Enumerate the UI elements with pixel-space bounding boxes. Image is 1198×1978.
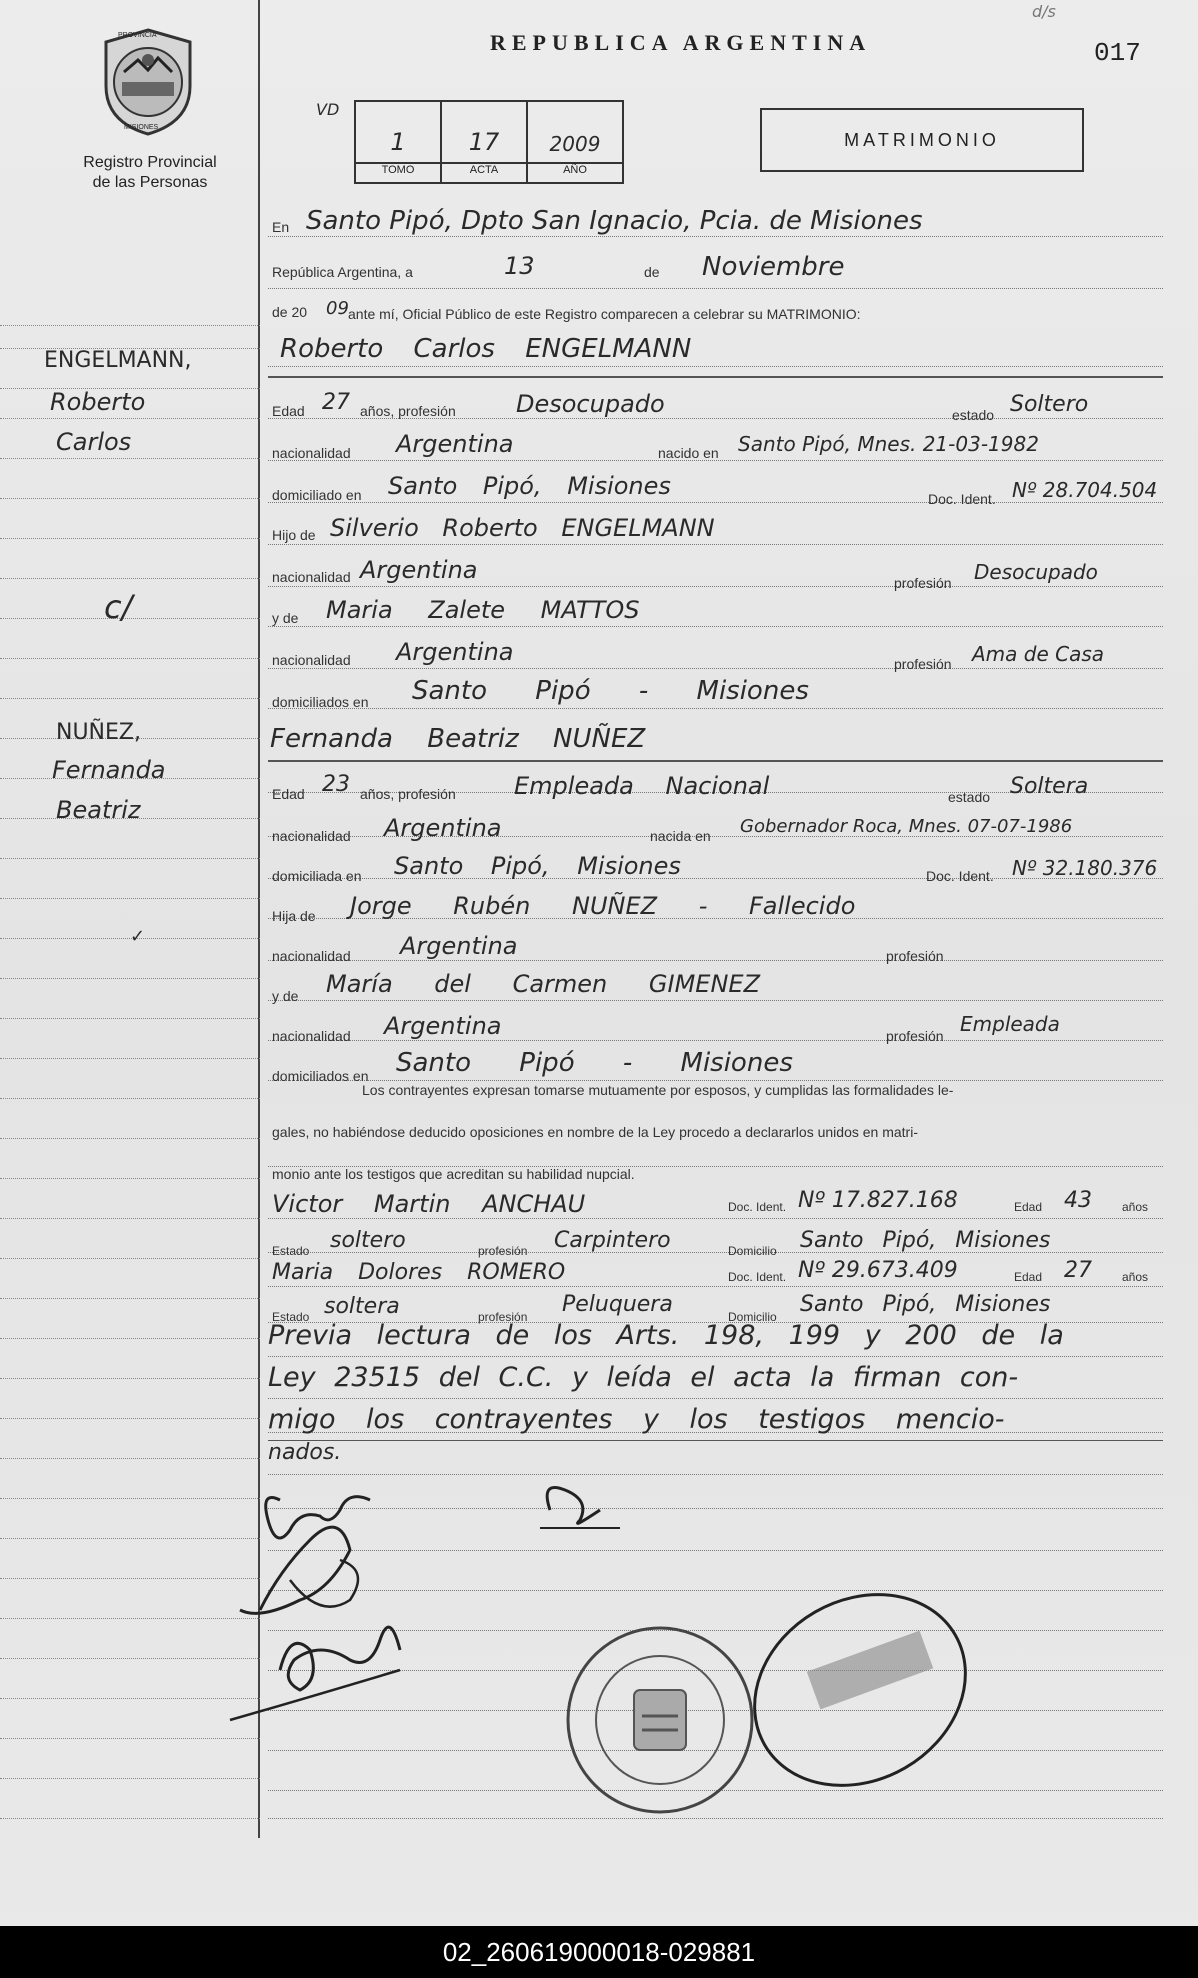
margin-rule: [0, 325, 260, 326]
label-hija: Hija de: [272, 908, 316, 924]
note-line1: Previa lectura de los Arts. 198, 199 y 200 de la: [268, 1320, 1064, 1351]
form-rule: [268, 366, 1163, 367]
margin-groom-name1: Roberto: [50, 388, 146, 416]
corner-mark: d/s: [1032, 2, 1056, 21]
act-day: 13: [504, 252, 535, 280]
bride-status: Soltera: [1010, 774, 1089, 799]
margin-groom-name2: Carlos: [56, 428, 132, 456]
tomo-value: 1: [390, 128, 406, 156]
label-de20: de 20: [272, 304, 308, 320]
note-line3: migo los contrayentes y los testigos mencio-: [268, 1404, 1005, 1435]
label-ante: ante mí, Oficial Público de este Registro comparecen a celebrar su MATRIMONIO:: [348, 306, 861, 322]
groom-father-nationality: Argentina: [360, 556, 478, 584]
label-prof-bfather: profesión: [886, 948, 944, 964]
groom-father-profession: Desocupado: [974, 560, 1098, 584]
witness2-name: Maria Dolores ROMERO: [272, 1260, 566, 1285]
label-edad-w1: Edad: [1014, 1200, 1043, 1214]
legal-text-line2: gales, no habiéndose deducido oposiciones en nombre de la Ley procedo a declararlos unidos en matri-: [272, 1124, 918, 1140]
legal-text-line1: Los contrayentes expresan tomarse mutuamente por esposos, y cumplidas las formalidades le-: [362, 1082, 954, 1098]
margin-rule: [0, 1378, 260, 1379]
form-rule: [268, 1286, 1163, 1287]
label-nacido: nacido en: [658, 445, 719, 461]
witness2-domicile: Santo Pipó, Misiones: [800, 1292, 1051, 1317]
label-doc-w1: Doc. Ident.: [728, 1200, 787, 1214]
margin-rule: [0, 538, 260, 539]
groom-mother-nationality: Argentina: [396, 638, 514, 666]
groom-mother-profession: Ama de Casa: [972, 642, 1105, 666]
barcode-footer: 02_260619000018-029881: [0, 1926, 1198, 1978]
margin-rule: [0, 418, 260, 419]
label-prof-w1: profesión: [478, 1244, 528, 1258]
margin-rule: [0, 898, 260, 899]
act-year-suffix: 09: [326, 298, 349, 319]
margin-bride-name2: Beatriz: [56, 796, 141, 824]
margin-rule: [0, 1418, 260, 1419]
groom-names: Roberto Carlos ENGELMANN: [280, 334, 692, 364]
tomo-label: TOMO: [381, 164, 415, 176]
margin-rule: [0, 498, 260, 499]
record-type-label: MATRIMONIO: [844, 130, 1000, 150]
margin-groom-surname: ENGELMANN,: [44, 348, 192, 373]
label-nac-gmother: nacionalidad: [272, 652, 351, 668]
groom-nationality: Argentina: [396, 430, 514, 458]
margin-connector: c/: [104, 588, 133, 626]
label-prof-gfather: profesión: [894, 575, 952, 591]
form-rule: [268, 626, 1163, 627]
label-anos-w2: años: [1122, 1270, 1149, 1284]
bride-age: 23: [322, 772, 350, 797]
form-rule: [268, 668, 1163, 669]
label-nac-bride: nacionalidad: [272, 828, 351, 844]
label-doms-groom: domiciliados en: [272, 694, 369, 710]
acta-label: ACTA: [469, 164, 499, 176]
label-prof-w2: profesión: [478, 1310, 528, 1324]
label-yde-gmother: y de: [272, 610, 299, 626]
label-estado-w2: Estado: [272, 1310, 310, 1324]
registry-name-line1: Registro Provincial: [83, 154, 217, 171]
bride-birth: Gobernador Roca, Mnes. 07-07-1986: [740, 816, 1073, 837]
label-en: En: [272, 219, 290, 235]
label-nac-bmother: nacionalidad: [272, 1028, 351, 1044]
act-place: Santo Pipó, Dpto San Ignacio, Pcia. de Misiones: [306, 206, 923, 236]
margin-check: ✓: [130, 926, 146, 947]
margin-rule: [0, 578, 260, 579]
margin-rule: [0, 978, 260, 979]
margin-rule: [0, 1218, 260, 1219]
label-nacida: nacida en: [650, 828, 711, 844]
label-domicilio-w1: Domicilio: [728, 1244, 777, 1258]
groom-parents-domicile: Santo Pipó - Misiones: [412, 676, 809, 706]
margin-rule: [0, 1058, 260, 1059]
bride-mother-profession: Empleada: [960, 1012, 1060, 1036]
groom-doc: Nº 28.704.504: [1012, 478, 1158, 502]
label-dom-bride: domiciliada en: [272, 868, 362, 884]
ano-value: 2009: [549, 132, 601, 156]
margin-rule: [0, 1178, 260, 1179]
label-prof-gmother: profesión: [894, 656, 952, 672]
margin-rule: [0, 1738, 260, 1739]
legal-text-line3: monio ante los testigos que acreditan su habilidad nupcial.: [272, 1166, 635, 1182]
label-doc-bride: Doc. Ident.: [926, 868, 994, 884]
seal-text-top: PROVINCIA: [118, 32, 157, 39]
groom-age: 27: [322, 390, 350, 415]
provincial-seal-logo: [98, 26, 198, 138]
margin-rule: [0, 1018, 260, 1019]
margin-rule: [0, 1778, 260, 1779]
ano-label: AÑO: [563, 164, 587, 176]
form-rule: [268, 960, 1163, 961]
groom-domicile: Santo Pipó, Misiones: [388, 472, 671, 500]
margin-rule: [0, 658, 260, 659]
form-rule: [268, 544, 1163, 545]
label-edad-bride: Edad: [272, 786, 305, 802]
label-edad-w2: Edad: [1014, 1270, 1043, 1284]
registry-name-line2: de las Personas: [92, 174, 208, 191]
form-rule: [268, 1000, 1163, 1001]
book-initial: VD: [316, 100, 340, 119]
witness1-name: Victor Martin ANCHAU: [272, 1190, 586, 1218]
label-republica: República Argentina, a: [272, 264, 413, 280]
margin-bride-surname: NUÑEZ,: [56, 720, 141, 745]
label-doms-bride: domiciliados en: [272, 1068, 369, 1084]
margin-rule: [0, 458, 260, 459]
act-month: Noviembre: [702, 252, 845, 282]
groom-birth: Santo Pipó, Mnes. 21-03-1982: [738, 432, 1039, 456]
label-anos-prof-bride: años, profesión: [360, 786, 456, 802]
form-rule: [268, 586, 1163, 587]
label-de: de: [644, 264, 660, 280]
form-rule: [268, 1080, 1163, 1081]
official-oval-stamp: [730, 1560, 990, 1820]
page-number: 017: [1094, 38, 1141, 68]
margin-rule: [0, 1818, 260, 1819]
label-estado-groom: estado: [952, 407, 995, 423]
seal-text-bottom: MISIONES: [124, 124, 159, 131]
bride-father-name: Jorge Rubén NUÑEZ - Fallecido: [350, 892, 856, 920]
groom-mother-name: Maria Zalete MATTOS: [326, 596, 640, 624]
witness2-doc: Nº 29.673.409: [798, 1258, 958, 1283]
form-rule: [268, 502, 1163, 503]
margin-bride-name1: Fernanda: [52, 756, 166, 784]
bride-names: Fernanda Beatriz NUÑEZ: [270, 724, 646, 754]
witness2-profession: Peluquera: [562, 1292, 673, 1317]
acta-value: 17: [468, 128, 500, 156]
margin-rule: [0, 1458, 260, 1459]
book-reference-table: [354, 100, 624, 184]
witness2-status: soltera: [324, 1294, 400, 1319]
label-nac-gfather: nacionalidad: [272, 569, 351, 585]
record-type-box: [760, 108, 1084, 172]
witness1-doc: Nº 17.827.168: [798, 1188, 958, 1213]
form-rule: [268, 1040, 1163, 1041]
form-rule: [268, 1356, 1163, 1357]
label-anos-prof-groom: años, profesión: [360, 403, 456, 419]
margin-rule: [0, 858, 260, 859]
country-heading: REPUBLICA ARGENTINA: [490, 30, 872, 55]
bride-profession: Empleada Nacional: [514, 772, 770, 800]
bride-mother-name: María del Carmen GIMENEZ: [326, 970, 761, 998]
witness1-profession: Carpintero: [554, 1228, 671, 1253]
label-nac-bfather: nacionalidad: [272, 948, 351, 964]
label-estado-bride: estado: [948, 789, 991, 805]
label-prof-bmother: profesión: [886, 1028, 944, 1044]
form-rule: [268, 236, 1163, 237]
margin-rule: [0, 1298, 260, 1299]
label-edad-groom: Edad: [272, 403, 305, 419]
bride-doc: Nº 32.180.376: [1012, 856, 1158, 880]
witness1-status: soltero: [330, 1228, 406, 1253]
margin-rule: [0, 1338, 260, 1339]
note-line4: nados.: [268, 1440, 342, 1465]
bride-father-nationality: Argentina: [400, 932, 518, 960]
label-hijo: Hijo de: [272, 527, 316, 543]
margin-rule: [0, 1098, 260, 1099]
bride-parents-domicile: Santo Pipó - Misiones: [396, 1048, 793, 1078]
witness1-age: 43: [1064, 1188, 1092, 1213]
form-rule: [268, 1218, 1163, 1219]
groom-profession: Desocupado: [516, 390, 665, 418]
form-rule: [268, 708, 1163, 709]
label-dom-groom: domiciliado en: [272, 487, 362, 503]
label-nac-groom: nacionalidad: [272, 445, 351, 461]
bride-nationality: Argentina: [384, 814, 502, 842]
form-rule: [268, 1398, 1163, 1399]
label-yde-bmother: y de: [272, 988, 299, 1004]
witness1-domicile: Santo Pipó, Misiones: [800, 1228, 1051, 1253]
note-line2: Ley 23515 del C.C. y leída el acta la firman con-: [268, 1362, 1019, 1393]
margin-rule: [0, 698, 260, 699]
margin-rule: [0, 1258, 260, 1259]
label-doc-groom: Doc. Ident.: [928, 491, 996, 507]
bride-domicile: Santo Pipó, Misiones: [394, 852, 681, 880]
label-estado-w1: Estado: [272, 1244, 310, 1258]
bride-mother-nationality: Argentina: [384, 1012, 502, 1040]
label-anos-w1: años: [1122, 1200, 1149, 1214]
witness2-age: 27: [1064, 1258, 1092, 1283]
label-domicilio-w2: Domicilio: [728, 1310, 777, 1324]
label-doc-w2: Doc. Ident.: [728, 1270, 787, 1284]
form-rule: [268, 288, 1163, 289]
margin-rule: [0, 1138, 260, 1139]
groom-status: Soltero: [1010, 392, 1089, 417]
groom-father-name: Silverio Roberto ENGELMANN: [330, 514, 715, 542]
